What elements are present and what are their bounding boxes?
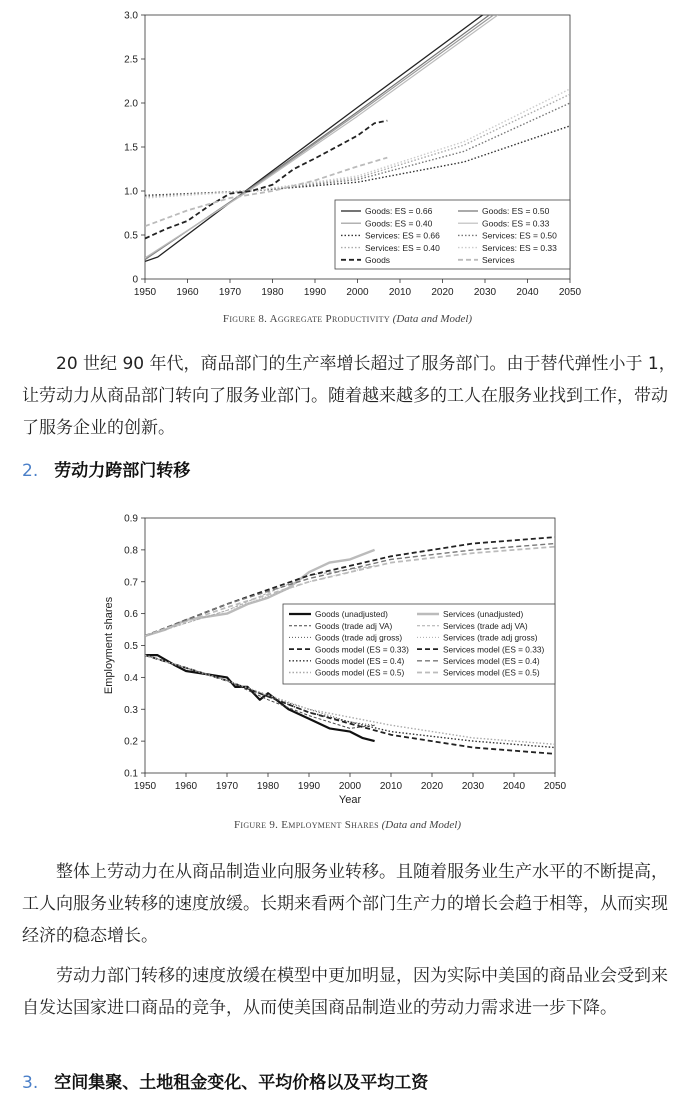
fig9-x-tick-label: 1960	[174, 781, 198, 792]
fig8-legend-label: Goods: ES = 0.40	[365, 218, 433, 229]
fig8-series-services-es-0-50	[145, 103, 570, 196]
fig8-x-tick-label: 2010	[388, 287, 412, 298]
fig8-legend-label: Services	[482, 255, 515, 265]
fig8-legend-label: Services: ES = 0.50	[482, 230, 557, 241]
section-3-title: 空间集聚、土地租金变化、平均价格以及平均工资	[54, 1073, 429, 1093]
fig8-x-tick-label: 2030	[473, 287, 497, 298]
fig9-legend	[283, 604, 555, 684]
paragraph-2: 整体上劳动力在从商品制造业向服务业转移。且随着服务业生产水平的不断提高，工人向服务业转移的速度放缓。长期来看两个部门生产力的增长会趋于相等，从而实现经济的稳态增长。	[22, 862, 668, 946]
fig8-x-tick-label: 2020	[431, 287, 454, 298]
paragraph-1: 20 世纪 90 年代，商品部门的生产率增长超过了服务部门。由于替代弹性小于 1，让劳动力从商品部门转向了服务业部门。随着越来越多的工人在服务业找到工作，带动了服务企业的创新。	[22, 354, 676, 438]
fig9-legend-label: Goods model (ES = 0.5)	[315, 667, 405, 678]
fig9-legend-label: Services (unadjusted)	[443, 609, 524, 620]
fig8-y-tick-label: 1.0	[124, 186, 138, 198]
fig8-series-services-es-0-40	[145, 94, 570, 197]
section-2-heading	[22, 456, 190, 481]
fig9-x-tick-label: 2010	[379, 781, 403, 792]
fig9-y-tick-label: 0.2	[124, 736, 138, 748]
fig9-y-tick-label: 0.4	[124, 672, 138, 684]
fig8-y-tick-label: 0.5	[124, 230, 138, 242]
fig9-legend-label: Services model (ES = 0.5)	[443, 667, 540, 678]
fig9-x-tick-label: 1990	[297, 781, 321, 792]
figure-8-chart	[0, 0, 695, 305]
fig8-y-tick-label: 3.0	[124, 10, 138, 22]
fig8-x-tick-label: 1960	[176, 287, 199, 298]
section-3-heading	[22, 1068, 428, 1093]
fig9-x-axis-label: Year	[338, 794, 362, 806]
fig9-x-tick-label: 2000	[338, 781, 362, 792]
fig9-x-tick-label: 2030	[461, 781, 485, 792]
fig8-legend-label: Goods: ES = 0.33	[482, 218, 550, 229]
fig8-series-services-es-0-66	[145, 126, 570, 195]
fig9-x-tick-label: 2020	[420, 781, 444, 792]
fig8-legend-label: Services: ES = 0.40	[365, 242, 440, 253]
fig8-legend-label: Goods	[365, 255, 391, 265]
fig9-x-tick-label: 1950	[133, 781, 157, 792]
figure-8-caption-note: (Data and Model)	[392, 313, 473, 325]
figure-9-caption	[0, 819, 695, 831]
fig9-y-tick-label: 0.3	[124, 704, 138, 716]
fig8-legend	[335, 200, 570, 269]
fig9-legend-label: Goods model (ES = 0.4)	[315, 656, 405, 666]
section-2-title: 劳动力跨部门转移	[54, 461, 191, 481]
fig9-x-tick-label: 1970	[215, 781, 239, 792]
fig9-y-axis-label: Employment shares	[103, 596, 115, 695]
fig9-legend-label: Goods (trade adj VA)	[315, 620, 393, 631]
figure-8	[0, 0, 695, 305]
fig8-y-tick-label: 0	[132, 274, 138, 286]
fig8-y-tick-label: 2.0	[124, 98, 138, 110]
fig8-legend-label: Goods: ES = 0.66	[365, 206, 433, 217]
figure-8-caption	[0, 313, 695, 325]
section-3-number: 3.	[22, 1073, 39, 1093]
fig8-legend-label: Services: ES = 0.66	[365, 230, 440, 241]
fig9-y-tick-label: 0.5	[124, 641, 138, 652]
fig9-x-tick-label: 2040	[502, 781, 526, 792]
fig8-x-tick-label: 2050	[558, 287, 582, 298]
fig8-y-tick-label: 1.5	[124, 142, 138, 154]
fig9-y-tick-label: 0.1	[124, 768, 138, 780]
section-2-number: 2.	[22, 461, 39, 481]
fig8-legend-label: Services: ES = 0.33	[482, 242, 557, 253]
fig8-x-tick-label: 2000	[346, 287, 369, 298]
fig9-legend-label: Services model (ES = 0.33)	[443, 644, 545, 655]
fig9-legend-label: Goods model (ES = 0.33)	[315, 644, 409, 655]
fig8-x-tick-label: 1990	[303, 287, 327, 298]
fig9-legend-label: Services (trade adj gross)	[443, 632, 538, 643]
fig9-x-tick-label: 2050	[543, 781, 567, 792]
fig9-y-tick-label: 0.7	[124, 577, 138, 589]
figure-9-caption-note: (Data and Model)	[381, 819, 462, 831]
figure-9-chart	[0, 505, 695, 810]
fig8-series-services-es-0-33	[145, 89, 570, 198]
figure-9-caption-label: Figure 9. Employment Shares	[233, 819, 379, 831]
fig8-x-tick-label: 1970	[218, 287, 242, 298]
fig8-x-tick-label: 1980	[261, 287, 284, 298]
fig9-legend-label: Services (trade adj VA)	[443, 620, 528, 631]
fig9-y-tick-label: 0.6	[124, 609, 138, 621]
fig9-y-tick-label: 0.8	[124, 545, 138, 557]
fig9-legend-label: Goods (trade adj gross)	[315, 632, 403, 643]
figure-8-caption-label: Figure 8. Aggregate Productivity	[222, 313, 390, 325]
fig9-y-tick-label: 0.9	[124, 513, 138, 525]
fig8-x-tick-label: 2040	[516, 287, 539, 298]
fig9-legend-label: Services model (ES = 0.4)	[443, 656, 540, 666]
fig9-legend-label: Goods (unadjusted)	[315, 609, 388, 620]
paragraph-3: 劳动力部门转移的速度放缓在模型中更加明显，因为实际中美国的商品业会受到来自发达国家进口商品的竞争，从而使美国商品制造业的劳动力需求进一步下降。	[22, 966, 668, 1018]
fig8-legend-label: Goods: ES = 0.50	[482, 206, 550, 217]
fig8-x-tick-label: 1950	[133, 287, 157, 298]
fig8-y-tick-label: 2.5	[124, 54, 138, 66]
figure-9	[0, 505, 695, 810]
fig9-x-tick-label: 1980	[256, 781, 280, 792]
